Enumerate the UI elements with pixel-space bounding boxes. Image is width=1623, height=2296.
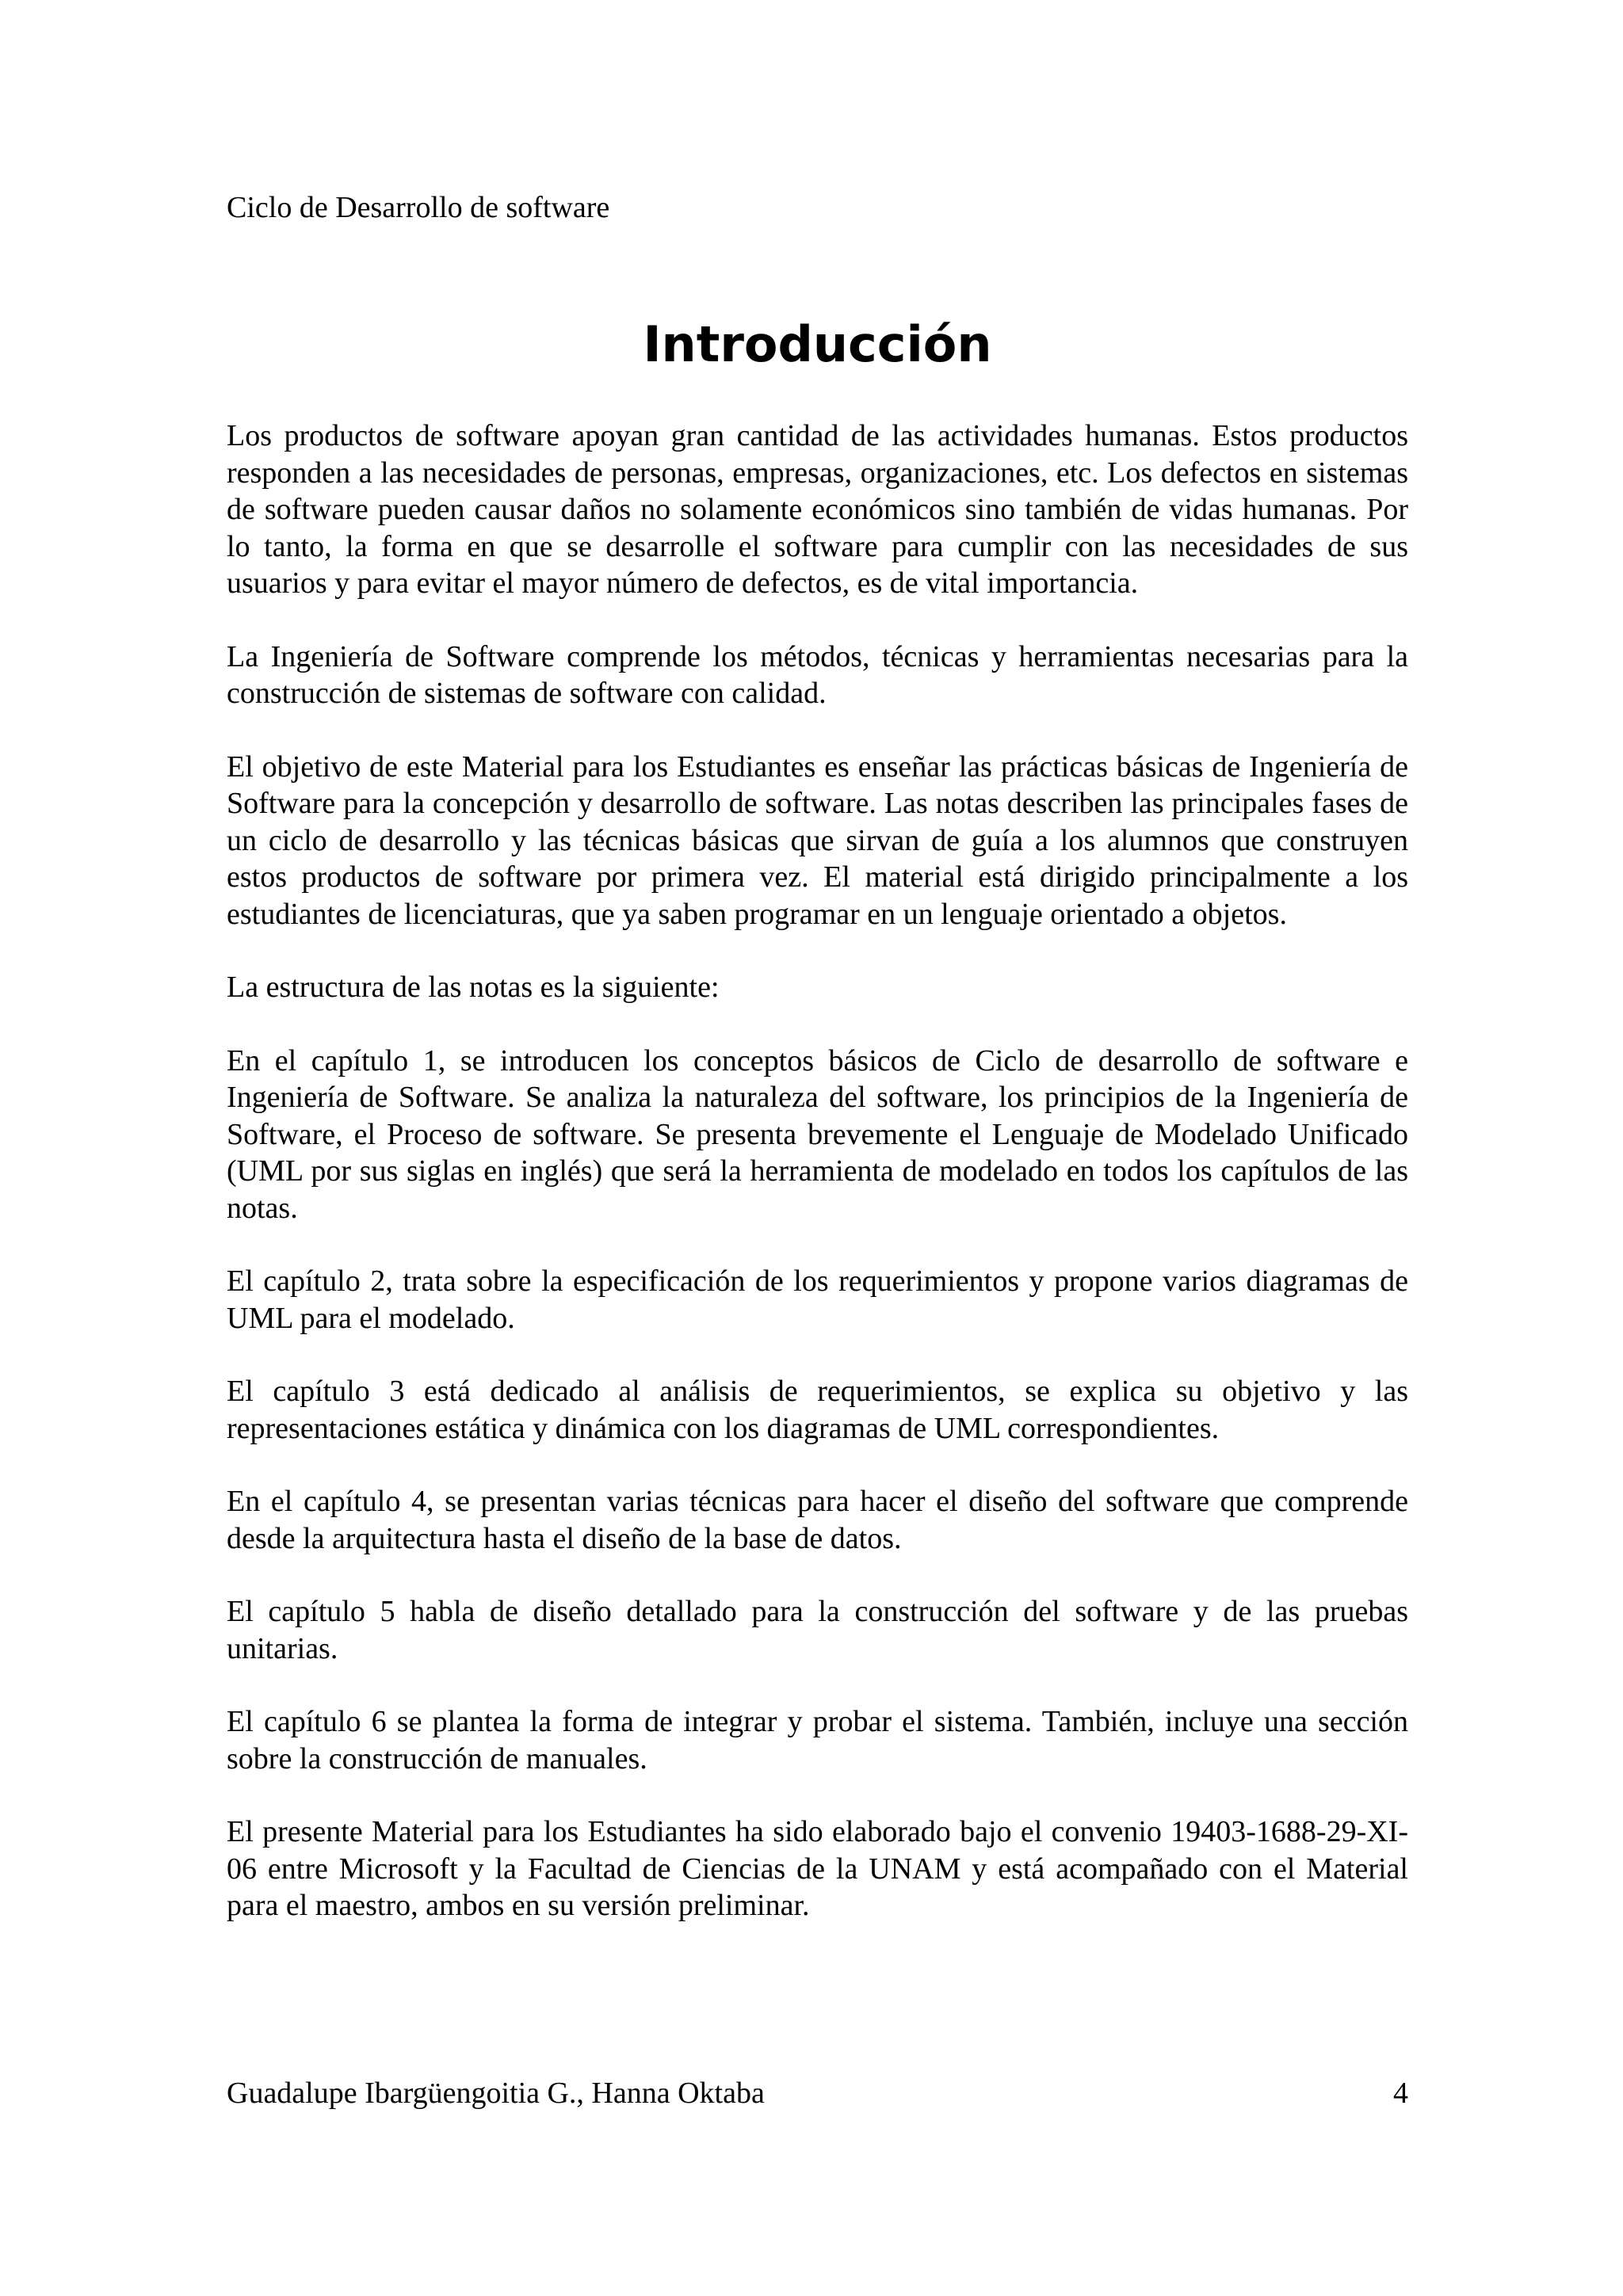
page-title: Introducción (643, 315, 992, 373)
footer-authors: Guadalupe Ibargüengoitia G., Hanna Oktaba (227, 2077, 765, 2110)
page-number: 4 (1393, 2077, 1408, 2110)
paragraph: El presente Material para los Estudiantes ha sido elaborado bajo el convenio 19403-1688-29-XI-06 entre Microsoft y la Facultad de Ciencias de la UNAM y está acompañado con el Material para el maestro, ambos en su versión preliminar. (227, 1815, 1408, 1922)
running-footer (227, 2076, 1408, 2112)
paragraph: El capítulo 2, trata sobre la especificación de los requerimientos y propone varios diagramas de UML para el modelado. (227, 1264, 1408, 1335)
paragraph: La Ingeniería de Software comprende los métodos, técnicas y herramientas necesarias para la construcción de sistemas de software con calidad. (227, 639, 1408, 710)
body-text (227, 418, 1408, 1961)
paragraph: En el capítulo 4, se presentan varias técnicas para hacer el diseño del software que comprende desde la arquitectura hasta el diseño de la base de datos. (227, 1485, 1408, 1555)
running-header: Ciclo de Desarrollo de software (227, 191, 610, 224)
paragraph: La estructura de las notas es la siguiente: (227, 971, 720, 1004)
paragraph: El objetivo de este Material para los Estudiantes es enseñar las prácticas básicas de Ingeniería de Software para la concepción y desarrollo de software. Las notas describen las principales fases de un ciclo de desarrollo y las técnicas básicas que sirvan de guía a los alumnos que construyen estos productos de software por primera vez. El material está dirigido principalmente a los estudiantes de licenciaturas, que ya saben programar en un lenguaje orientado a objetos. (227, 749, 1408, 931)
paragraph: El capítulo 5 habla de diseño detallado para la construcción del software y de las pruebas unitarias. (227, 1595, 1408, 1665)
paragraph: En el capítulo 1, se introducen los conceptos básicos de Ciclo de desarrollo de software e Ingeniería de Software. Se analiza la naturaleza del software, los principios de la Ingeniería de Software, el Proceso de software. Se presenta brevemente el Lenguaje de Modelado Unificado (UML por sus siglas en inglés) que será la herramienta de modelado en todos los capítulos de las notas. (227, 1043, 1408, 1225)
paragraph: El capítulo 3 está dedicado al análisis de requerimientos, se explica su objetivo y las representaciones estática y dinámica con los diagramas de UML correspondientes. (227, 1375, 1408, 1445)
paragraph: El capítulo 6 se plantea la forma de integrar y probar el sistema. También, incluye una sección sobre la construcción de manuales. (227, 1705, 1408, 1775)
paragraph: Los productos de software apoyan gran cantidad de las actividades humanas. Estos productos responden a las necesidades de personas, empresas, organizaciones, etc. Los defectos en sistemas de software pueden causar daños no solamente económicos sino también de vidas humanas. Por lo tanto, la forma en que se desarrolle el software para cumplir con las necesidades de sus usuarios y para evitar el mayor número de defectos, es de vital importancia. (227, 419, 1408, 600)
